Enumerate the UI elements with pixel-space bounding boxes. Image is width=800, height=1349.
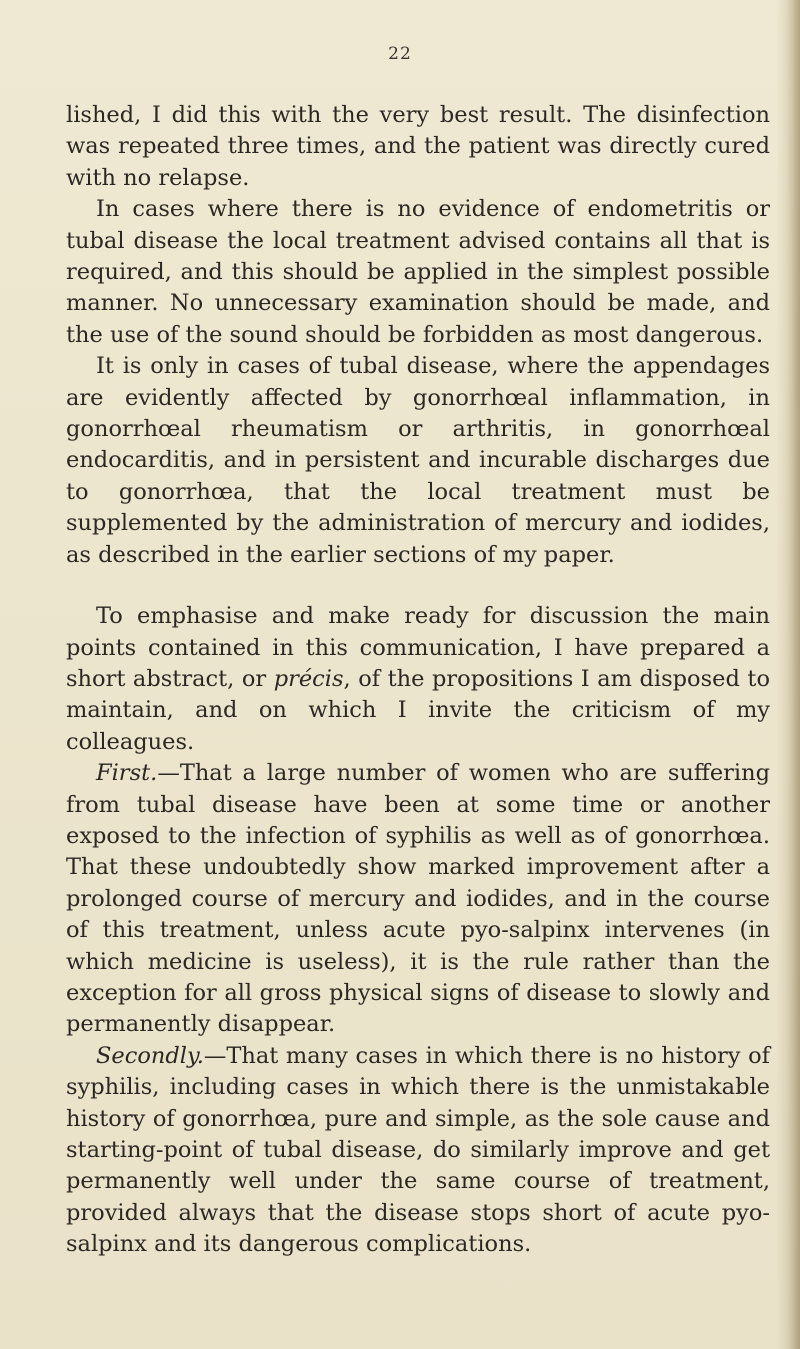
body-text (66, 100, 770, 1261)
paragraph-text: lished, I did this with the very best result. The disinfection was repeated three times, and the patient was directly cured with no relapse. (66, 102, 770, 191)
page-edge-shadow (786, 0, 800, 1349)
proposition-first (66, 758, 770, 1041)
proposition-text: —That many cases in which there is no history of syphilis, including cases in which there is the unmistakable history of gonorrhœa, pure and simple, as the sole cause and starting-point of tubal disease, do similarly improve and get permanently well under the same course of treatment, provided always that the disease stops short of acute pyo-salpinx and its dangerous complications. (66, 1042, 770, 1258)
paragraph-text-before: To emphasise and make ready for discussion the main points contained in this communication, I have prepared a short abstract, or (66, 603, 770, 692)
paragraph-continuation (66, 100, 770, 194)
paragraph-text-after: , of the propositions I am disposed to maintain, and on which I invite the criticism of my colleagues. (66, 665, 770, 755)
paragraph-text: It is only in cases of tubal disease, where the appendages are evidently affected by gonorrhœal inflammation, in gonorrhœal rheumatism or arthritis, in gonorrhœal endocarditis, and in persistent and incurable discharges due to gonorrhœa, that the local treatment must be supplemented by the administration of mercury and iodides, as described in the earlier sections of my paper. (66, 353, 770, 568)
paragraph-local-treatment (66, 194, 770, 351)
proposition-text: —That a large number of women who are suffering from tubal disease have been at some time or another exposed to the infection of syphilis as well as of gonorrhœa. That these undoubtedly show marked improvement after a prolonged course of mercury and iodides, and in the course of this treatment, unless acute pyo-salpinx intervenes (in which medicine is useless), it is the rule rather than the exception for all gross physical signs of disease to slowly and permanently disappear. (66, 760, 770, 1038)
paragraph-tubal-disease (66, 351, 770, 571)
proposition-lead: Secondly. (96, 1042, 204, 1069)
paragraph-text: In cases where there is no evidence of endometritis or tubal disease the local treatment advised contains all that is required, and this should be applied in the simplest possible manner. No unnecessary examination should be made, and the use of the sound should be forbidden as most dangerous. (66, 196, 770, 348)
page-number: 22 (388, 44, 412, 64)
proposition-lead: First. (96, 760, 158, 787)
proposition-secondly (66, 1041, 770, 1261)
paragraph-abstract-intro (66, 601, 770, 758)
precis-emphasis: précis (273, 665, 344, 692)
